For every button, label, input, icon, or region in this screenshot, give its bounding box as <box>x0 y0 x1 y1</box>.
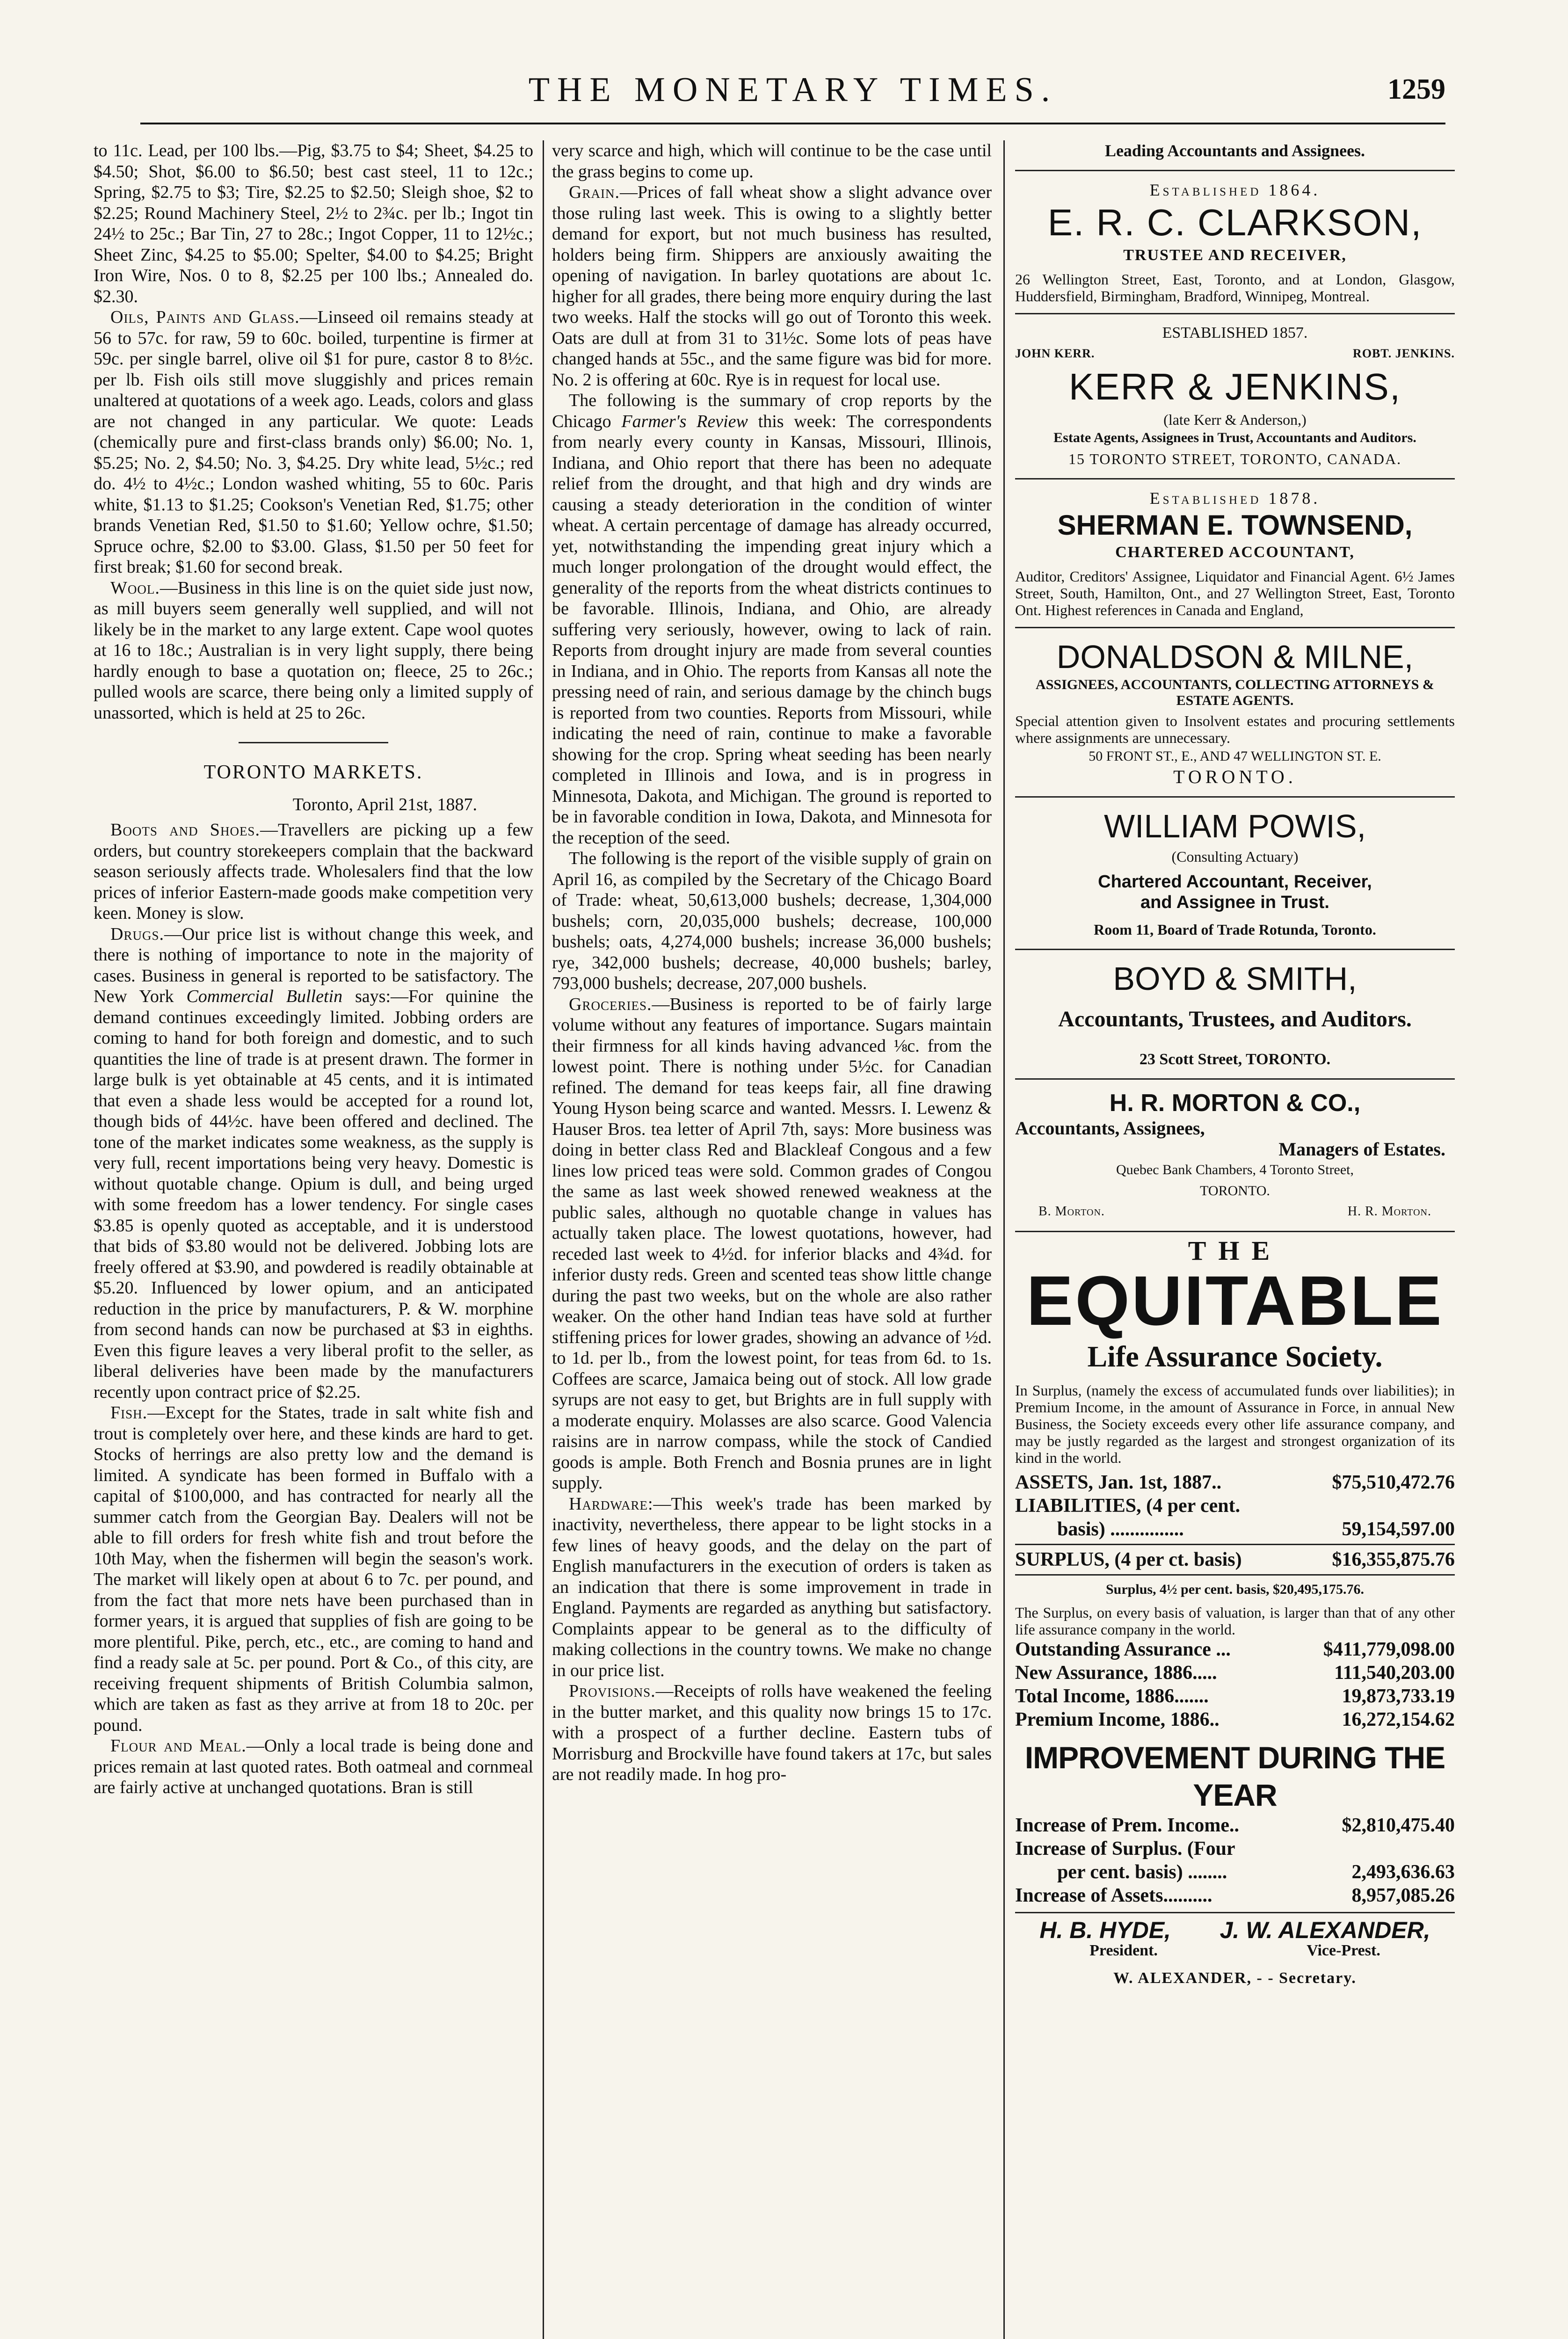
inc-surp-label: Increase of Surplus. (Four <box>1015 1838 1235 1860</box>
morton-city: TORONTO. <box>1200 1183 1270 1199</box>
stat-value: 16,272,154.62 <box>1342 1708 1455 1730</box>
equitable-surplus <box>1015 1548 1455 1571</box>
ad-rule <box>1015 478 1455 479</box>
provisions-paragraph <box>552 1681 992 1785</box>
wool-heading: Wool. <box>110 578 160 598</box>
townsend-role: CHARTERED ACCOUNTANT, <box>1115 544 1355 561</box>
title-president: President. <box>1089 1942 1158 1959</box>
boots-heading: Boots and Shoes. <box>110 820 260 840</box>
powis-line1: Chartered Accountant, Receiver, <box>1098 872 1372 892</box>
column-3-advertisements <box>1015 140 1455 2339</box>
equitable-name: EQUITABLE <box>1026 1261 1444 1340</box>
morton-partners <box>1015 1201 1455 1222</box>
kerr-name: KERR & JENKINS, <box>1068 365 1401 407</box>
inc-assets-value: 8,957,085.26 <box>1351 1884 1455 1906</box>
drugs-paragraph <box>94 924 533 1403</box>
equitable-stats <box>1015 1638 1455 1731</box>
ad-townsend <box>1015 488 1455 618</box>
powis-name: WILLIAM POWIS, <box>1103 807 1366 844</box>
kerr-partner-right: ROBT. JENKINS. <box>1353 347 1455 360</box>
crop-text-b: this week: The correspondents from nearly every county in Kansas, Missouri, Illinois, Indiana, and Ohio report that there has been no adequate relief from the drought, and that high and dry winds are causing a steady deterioration in the condition of winter wheat. A certain percentage of damage has already occurred, yet, notwithstanding the impending great injury which a much longer prolongation of the drought would effect, the generality of the reports from the wheat districts continues to be favorable. Illinois, Indiana, and Ohio, are already suffering very seriously, however, owing to lack of rain. Reports from drought injury are made from several counties in Indiana, and in Ohio. The reports from Kansas all note the pressing need of rain, and serious damage by the chinch bugs is reported from two counties. Reports from Missouri, while indicating the need of rain, continue to make a favorable showing for the crop. Spring wheat seeding has been nearly completed in Illinois and Iowa, and is in progress in Minnesota, Dakota, and Michigan. The ground is reported to be in favorable condition in Iowa, Dakota, and Minnesota for the reception of the seed. <box>552 411 992 848</box>
crop-text-a: The following is the summary of crop reports by the Chicago <box>552 391 992 431</box>
ad-boyd-smith <box>1015 959 1455 1070</box>
increase-surplus-label <box>1015 1837 1455 1860</box>
wool-text: —Business in this line is on the quiet side just now, as mill buyers seem generally well supplied, and will not likely be in the market to any large extent. Cape wool quotes at 16 to 18c.; Australian is in very light supply, there being hardly enough to base a quotation on; fleece, 25 to 26c.; pulled wools are scarce, there being only a limited supply of unassorted, which is held at 25 to 26c. <box>94 578 533 723</box>
equitable-liabilities <box>1015 1518 1455 1541</box>
ad-rule <box>1015 627 1455 628</box>
donaldson-text: Special attention given to Insolvent estates and procuring settlements where assignments are unnecessary. <box>1015 712 1455 746</box>
grain-text: —Prices of fall wheat show a slight advance over those ruling last week. This is owing to a slightly better demand for export, but not much business has resulted, holders being firm. Shippers are anxiously awaiting the opening of navigation. In barley quotations are about 1c. higher for all grades, there being more enquiry during the last two weeks. Half the stocks will go out of Toronto this week. Oats are dull at from 31 to 31½c. Some lots of peas have changed hands at 55c., and the same figure was bid for more. No. 2 is offering at 60c. Rye is in request for local use. <box>552 182 992 390</box>
provisions-heading: Provisions. <box>569 1681 656 1701</box>
donaldson-city: TORONTO. <box>1173 766 1297 787</box>
equitable-basis-note: The Surplus, on every basis of valuation, is larger than that of any other life assurance company in the world. <box>1015 1604 1455 1638</box>
oils-paragraph <box>94 307 533 578</box>
grain-paragraph <box>552 182 992 390</box>
provisions-text: —Receipts of rolls have weakened the feeling in the butter market, and this quality now brings 15 to 17c. with a prospect of a further decline. Eastern tubs of Morrisburg and Brockville have found takers at 17c, but sales are not readily made. In hog pro- <box>552 1681 992 1784</box>
liabilities-value: 59,154,597.00 <box>1342 1518 1455 1540</box>
morton-partner-right: H. R. Morton. <box>1347 1204 1431 1219</box>
clarkson-name: E. R. C. CLARKSON, <box>1047 202 1423 243</box>
bran-paragraph: very scarce and high, which will continue to be the case until the grass begins to come up. <box>552 141 992 182</box>
ad-rule <box>1015 170 1455 171</box>
drugs-italic: Commercial Bulletin <box>186 987 343 1006</box>
kerr-partners <box>1015 343 1455 364</box>
kerr-address: 15 TORONTO STREET, TORONTO, CANADA. <box>1068 450 1402 467</box>
ad-clarkson <box>1015 180 1455 305</box>
stat-row <box>1015 1708 1455 1731</box>
inc-prem-label: Increase of Prem. Income.. <box>1015 1814 1239 1836</box>
liabilities-label: LIABILITIES, (4 per cent. <box>1015 1495 1241 1517</box>
visible-supply-paragraph: The following is the report of the visible supply of grain on April 16, as compiled by the Secretary of the Chicago Board of Trade: wheat, 50,613,000 bushels; decrease, 1,304,000 bushels; corn, 20,035,000 bushels; decrease, 100,000 bushels; oats, 4,274,000 bushels; increase 36,000 bushels; rye, 342,000 bushels; decrease, 40,000 bushels; barley, 793,000 bushels; decrease, 207,000 bushels. <box>552 849 992 993</box>
fish-heading: Fish. <box>110 1403 148 1423</box>
secretary-line: W. ALEXANDER, - - Secretary. <box>1113 1969 1357 1987</box>
townsend-established: Established 1878. <box>1149 488 1321 508</box>
ad-rule <box>1015 313 1455 314</box>
boyd-role: Accountants, Trustees, and Auditors. <box>1058 1006 1412 1031</box>
ad-powis <box>1015 806 1455 940</box>
surplus-value: $16,355,875.76 <box>1332 1549 1455 1570</box>
clarkson-established: Established 1864. <box>1149 180 1321 199</box>
dateline: Toronto, April 21st, 1887. <box>292 794 477 814</box>
equitable-intro: In Surplus, (namely the excess of accumulated funds over liabilities); in Premium Income, in the amount of Assurance in Force, in annual New Business, the Society exceeds every other life assurance company, and may be justly regarded as the largest and strongest organization of its kind in the world. <box>1015 1382 1455 1466</box>
kerr-partner-left: JOHN KERR. <box>1015 347 1095 360</box>
drugs-heading: Drugs. <box>110 924 164 944</box>
crop-italic: Farmer's Review <box>621 411 748 431</box>
ad-kerr-jenkins <box>1015 323 1455 470</box>
oils-text: —Linseed oil remains steady at 56 to 57c. for raw, 59 to 60c. boiled, turpentine is firmer at 59c. per single barrel, olive oil $1 for pure, castor 8 to 8½c. per lb. Fish oils still move sluggishly and prices remain unaltered at quotations of a week ago. Leads, colors and glass are not changed in any particular. We quote: Leads (chemically pure and first-class brands only) $6.00; No. 1, $5.25; No. 2, $4.50; No. 3, $4.25. Dry white lead, 5½c.; red do. 4½ to 4½c.; London washed whiting, 55 to 60c. Paris white, $1.13 to $1.25; Cookson's Venetian Red, $1.75; other brands Venetian Red, $1.50 to $1.60; Yellow ochre, $1.50; Spruce ochre, $2.00 to $3.00. Glass, $1.50 per 50 feet for first break; $1.60 for second break. <box>94 307 533 577</box>
grain-heading: Grain. <box>569 182 620 202</box>
inc-assets-label: Increase of Assets.......... <box>1015 1884 1212 1906</box>
ads-heading: Leading Accountants and Assignees. <box>1104 141 1365 160</box>
morton-name: H. R. MORTON & CO., <box>1109 1090 1361 1117</box>
surplus-label: SURPLUS, (4 per ct. basis) <box>1015 1549 1242 1570</box>
section-separator <box>239 742 388 743</box>
title-vice-president: Vice-Prest. <box>1307 1942 1380 1959</box>
signature-titles <box>1015 1940 1455 1961</box>
stat-label: Premium Income, 1886.. <box>1015 1708 1220 1730</box>
stat-row <box>1015 1661 1455 1685</box>
groceries-heading: Groceries. <box>569 994 652 1014</box>
increase-assets <box>1015 1884 1455 1907</box>
hardware-text: —This week's trade has been marked by inactivity, nevertheless, there appear to be light stocks in a few lines of heavy goods, and the delay on the part of English manufacturers in the execution of orders is taken as an indication that there is some improvement in trade in England. Payments are regarded as anything but satisfactory. Complaints appear to be general as to the difficulty of making collections in the country towns. We make no change in our price list. <box>552 1494 992 1680</box>
clarkson-role: TRUSTEE AND RECEIVER, <box>1123 247 1347 264</box>
morton-partner-left: B. Morton. <box>1038 1204 1105 1219</box>
stat-label: Outstanding Assurance ... <box>1015 1638 1231 1660</box>
column-2 <box>552 140 992 2339</box>
powis-line2: and Assignee in Trust. <box>1140 893 1329 912</box>
ad-rule <box>1015 796 1455 798</box>
header-rule <box>140 123 1445 124</box>
wool-paragraph <box>94 578 533 724</box>
page-header <box>140 70 1445 112</box>
metals-paragraph: to 11c. Lead, per 100 lbs.—Pig, $3.75 to $4; Sheet, $4.25 to $4.50; Shot, $6.00 to $6.50; best cast steel, 11 to 12c.; Spring, $2.75 to $3; Tire, $2.25 to $2.50; Sleigh shoe, $2 to $2.25; Round Machinery Steel, 2½ to 2¾c. per lb.; Ingot tin 24½ to 25c.; Bar Tin, 27 to 28c.; Ingot Copper, 11 to 12½c.; Sheet Zinc, $4.25 to $5.00; Spelter, $4.00 to $4.25; Bright Iron Wire, Nos. 0 to 8, $2.25 per 100 lbs.; Annealed do. $2.30. <box>94 141 533 306</box>
equitable-liabilities-label <box>1015 1494 1455 1518</box>
liabilities-label-2: basis) ............... <box>1057 1518 1184 1540</box>
ad-donaldson-milne <box>1015 637 1455 788</box>
boyd-address: 23 Scott Street, TORONTO. <box>1139 1050 1331 1068</box>
stat-value: $411,779,098.00 <box>1323 1638 1455 1660</box>
increase-surplus <box>1015 1860 1455 1884</box>
ad-rule <box>1015 1574 1455 1576</box>
ad-morton <box>1015 1088 1455 1222</box>
column-divider-2 <box>1003 140 1005 2339</box>
ad-rule <box>1015 1912 1455 1913</box>
groceries-paragraph <box>552 994 992 1494</box>
drugs-text-a: —Our price list is without change this week, and there is nothing of importance to note in the majority of cases. Business in general is reported to be satisfactory. The New York <box>94 924 533 1006</box>
stat-value: 111,540,203.00 <box>1334 1662 1455 1684</box>
oils-heading: Oils, Paints and Glass. <box>110 307 300 327</box>
equitable-the: THE <box>1188 1235 1282 1266</box>
hardware-heading: Hardware: <box>569 1494 653 1514</box>
kerr-established: ESTABLISHED 1857. <box>1162 324 1308 341</box>
stat-label: Total Income, 1886....... <box>1015 1685 1209 1707</box>
signature-alexander: J. W. ALEXANDER, <box>1220 1917 1430 1943</box>
flour-text: —Only a local trade is being done and prices remain at last quoted rates. Both oatmeal and cornmeal are fairly active at unchanged quotations. Bran is still <box>94 1736 533 1797</box>
column-divider-1 <box>543 140 544 2339</box>
inc-prem-value: $2,810,475.40 <box>1342 1814 1455 1836</box>
stat-row <box>1015 1638 1455 1661</box>
morton-role-1: Accountants, Assignees, <box>1015 1118 1205 1139</box>
kerr-role: Estate Agents, Assignees in Trust, Accountants and Auditors. <box>1053 430 1416 445</box>
powis-role: (Consulting Actuary) <box>1171 848 1299 865</box>
increase-premium <box>1015 1814 1455 1837</box>
page-number: 1259 <box>1387 73 1445 105</box>
flour-paragraph <box>94 1736 533 1798</box>
townsend-name: SHERMAN E. TOWNSEND, <box>1057 509 1413 541</box>
morton-role-2: Managers of Estates. <box>1278 1138 1445 1160</box>
stat-label: New Assurance, 1886..... <box>1015 1662 1217 1684</box>
signatures <box>1015 1917 1455 1943</box>
boyd-name: BOYD & SMITH, <box>1113 960 1357 997</box>
stat-row <box>1015 1685 1455 1708</box>
ad-rule <box>1015 1078 1455 1080</box>
masthead-title: THE MONETARY TIMES. <box>528 71 1058 109</box>
donaldson-name: DONALDSON & MILNE, <box>1056 638 1414 675</box>
inc-surp-label-2: per cent. basis) ........ <box>1057 1861 1227 1883</box>
kerr-former: (late Kerr & Anderson,) <box>1163 411 1307 428</box>
ad-rule <box>1015 1544 1455 1545</box>
assets-label: ASSETS, Jan. 1st, 1887.. <box>1015 1472 1222 1493</box>
inc-surp-value: 2,493,636.63 <box>1351 1861 1455 1883</box>
stat-value: 19,873,733.19 <box>1342 1685 1455 1707</box>
fish-text: —Except for the States, trade in salt white fish and trout is completely over here, and these kinds are hard to get. Stocks of herrings are also pretty low and the demand is limited. A syndicate has been formed in Buffalo with a capital of $100,000, and has contracted for nearly all the summer catch from the Georgian Bay. Dealers will not be able to fill orders for fresh white fish and trout before the 10th May, when the fishermen will begin the season's work. The market will likely open at about 6 to 7c. per pound, and from the fact that more nets have been purchased than in former years, it is argued that supplies of fish are going to be more plentiful. Pike, perch, etc., etc., are coming to hand and find a ready sale at 5c. per pound. Port & Co., of this city, are receiving frequent shipments of British Columbia salmon, which are taken as fast as they arrive at from 18 to 20c. per pound. <box>94 1403 533 1735</box>
ad-rule <box>1015 949 1455 950</box>
townsend-text: Auditor, Creditors' Assignee, Liquidator and Financial Agent. 6½ James Street, South, Hamilton, Ont., and 27 Wellington Street, East, Toronto Ont. Highest references in Canada and England, <box>1015 567 1455 618</box>
signature-hyde: H. B. HYDE, <box>1039 1917 1171 1943</box>
clarkson-address: 26 Wellington Street, East, Toronto, and at London, Glasgow, Huddersfield, Birmingham, Bradford, Winnipeg, Montreal. <box>1015 270 1455 305</box>
fish-paragraph <box>94 1402 533 1736</box>
equitable-subtitle: Life Assurance Society. <box>1087 1340 1383 1373</box>
groceries-text: —Business is reported to be of fairly large volume without any features of importance. Sugars maintain their firmness for all kinds having advanced ⅛c. from the lowest point. There is nothing under 5½c. for Canadian refined. The demand for teas keeps fair, all fine drawing Young Hyson being scarce and wanted. Messrs. I. Lewenz & Hauser Bros. tea letter of April 7th, says: More business was doing in better class Red and Blackleaf Congous and a few lines low priced teas were sold. Common grades of Congou the same as last week showed renewed weakness at the public sales, although no quotable change in values has actually taken place. The lowest quotations, however, had receded last week to 4½d. for inferior blacks and 4¾d. for inferior dusty reds. Green and scented teas show little change during the past two weeks, but on the whole are also rather weaker. On the other hand Indian teas have sold at further stiffening prices for lower grades, showing an advance of ½d. to 1d. per lb., from the lowest point, for teas from 6d. to 1s. Coffees are scarce, Jamaica being out of stock. All low grade syrups are not easy to get, but Brights are in full supply with a moderate enquiry. Molasses are also scarce. Good Valencia raisins are in narrow compass, while the stock of Candied goods is ample. Both French and Bosnia prunes are in light supply. <box>552 994 992 1493</box>
drugs-text-b: says:—For quinine the demand continues exceedingly limited. Jobbing orders are coming to hand for both foreign and domestic, and to such quantities the line of trade is at present drawn. The former in large bulk is yet obtainable at 45 cents, and it is intimated that even a shade less would be accepted for a round lot, though bids of 44½c. have been offered and declined. The tone of the market indicates some weakness, as the supply is very full, recent importations being very heavy. Domestic is without quotable change. Opium is dull, and being urged with some freedom has a lower tendency. For single cases $3.85 is openly quoted as acceptable, and it is understood that bids of $3.80 would not be delivered. Jobbing lots are freely offered at $3.90, and powdered is readily obtainable at $5.20. Influenced by lower opium, and an anticipated reduction in the price by manufacturers, P. & W. morphine from second hands can now be purchased at $3 in eighths. Even this figure leaves a very liberal profit to the seller, as liberal deliveries have been made by the manufacturers recently upon contract price of $2.25. <box>94 987 533 1402</box>
donaldson-role: ASSIGNEES, ACCOUNTANTS, COLLECTING ATTORNEYS & ESTATE AGENTS. <box>1036 676 1434 708</box>
crop-paragraph <box>552 390 992 848</box>
donaldson-address: 50 FRONT ST., E., AND 47 WELLINGTON ST. E. <box>1089 748 1381 764</box>
equitable-surplus-45: Surplus, 4½ per cent. basis, $20,495,175.76. <box>1105 1582 1364 1597</box>
ad-equitable <box>1015 1235 1455 1989</box>
improvement-heading: IMPROVEMENT DURING THE YEAR <box>1024 1740 1445 1812</box>
equitable-assets <box>1015 1471 1455 1494</box>
flour-heading: Flour and Meal. <box>110 1736 247 1756</box>
boots-paragraph <box>94 820 533 924</box>
hardware-paragraph <box>552 1494 992 1681</box>
boots-text: —Travellers are picking up a few orders, but country storekeepers complain that the backward season seriously affects trade. Wholesalers find that the low prices of inferior Eastern-made goods make competition very keen. Money is slow. <box>94 820 533 923</box>
morton-address: Quebec Bank Chambers, 4 Toronto Street, <box>1116 1162 1354 1177</box>
column-1 <box>94 140 533 2339</box>
powis-address: Room 11, Board of Trade Rotunda, Toronto. <box>1094 921 1376 938</box>
assets-value: $75,510,472.76 <box>1332 1472 1455 1493</box>
ad-rule <box>1015 1231 1455 1232</box>
section-title: TORONTO MARKETS. <box>203 762 423 783</box>
